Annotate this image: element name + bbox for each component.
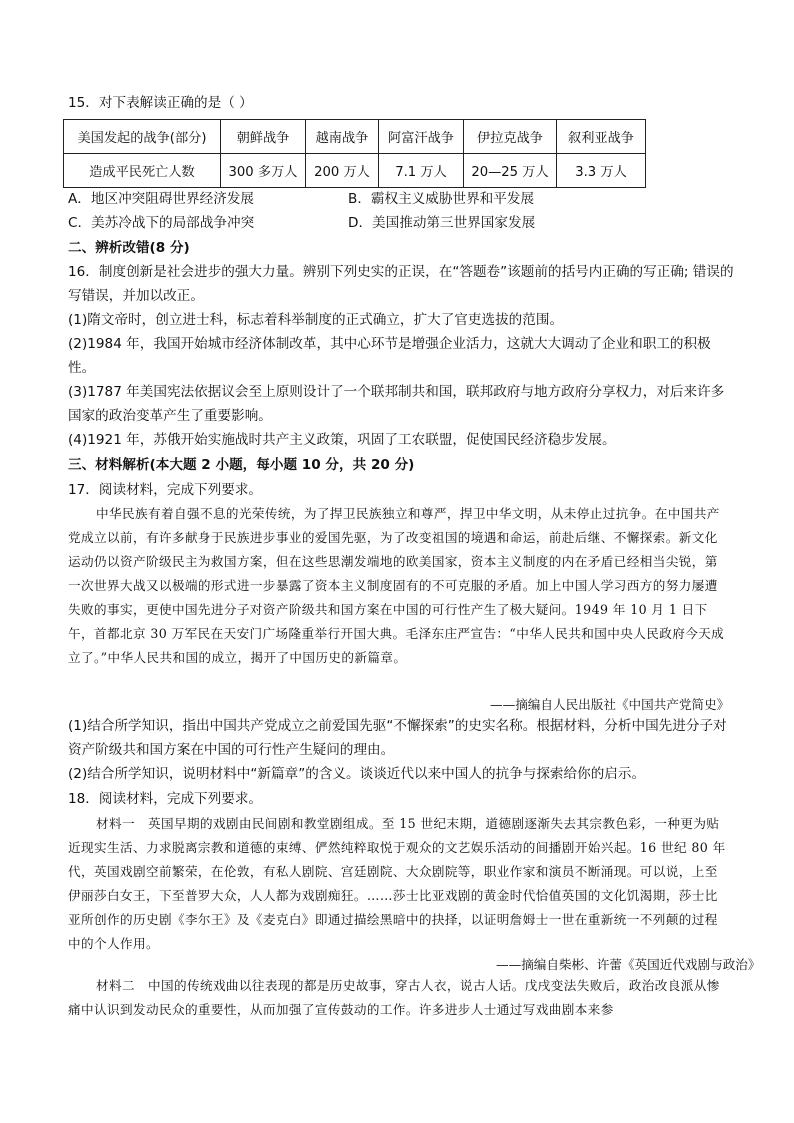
q16-item-3: (3)1787 年美国宪法依据议会至上原则设计了一个联邦制共和国，联邦政府与地方政府分享权力，对后来许多国家的政治变革产生了重要影响。	[68, 384, 725, 424]
table-cell: 越南战争	[306, 120, 379, 154]
table-cell: 造成平民死亡人数	[64, 154, 221, 188]
q16-item-4: (4)1921 年，苏俄开始实施战时共产主义政策，巩固了工农联盟，促使国民经济稳步发展。	[68, 432, 616, 448]
option-a: A．地区冲突阻碍世界经济发展	[68, 191, 255, 207]
table-cell: 阿富汗战争	[379, 120, 464, 154]
q18-material-2: 材料二 中国的传统戏曲以往表现的都是历史故事，穿古人衣，说古人话。戊戌变法失败后，政治改良派从惨痛中认识到发动民众的重要性，从而加强了宣传鼓动的工作。许多进步人士通过写戏曲剧本来参	[68, 978, 720, 1017]
option-d: D．美国推动第三世界国家发展	[348, 215, 536, 231]
q17-requirement-1: (1)结合所学知识，指出中国共产党成立之前爱国先驱“不懈探索”的史实名称。根据材料，分析中国先进分子对资产阶级共和国方案在中国的可行性产生疑问的理由。	[68, 718, 727, 758]
table-cell: 20—25 万人	[464, 154, 557, 188]
q17-stem: 17．阅读材料，完成下列要求。	[68, 482, 263, 498]
section2-heading: 二、辨析改错(8 分)	[68, 240, 190, 256]
q16-stem: 16．制度创新是社会进步的强大力量。辨别下列史实的正误，在“答题卷”该题前的括号内正确的写正确; 错误的写错误，并加以改正。	[68, 264, 734, 304]
table-cell: 7.1 万人	[379, 154, 464, 188]
q16-item-2: (2)1984 年，我国开始城市经济体制改革，其中心环节是增强企业活力，这就大大调动了企业和职工的积极性。	[68, 336, 711, 376]
table-cell: 伊拉克战争	[464, 120, 557, 154]
table-cell: 美国发起的战争(部分)	[64, 120, 221, 154]
table-cell: 叙利亚战争	[557, 120, 646, 154]
option-c: C．美苏冷战下的局部战争冲突	[68, 215, 255, 231]
q18-material-1: 材料一 英国早期的戏剧由民间剧和教堂剧组成。至 15 世纪末期，道德剧逐渐失去其宗教色彩，一种更为贴近现实生活、力求脱离宗教和道德的束缚、俨然纯粹取悦于观众的文艺娱乐活动的间播剧开始兴起。16 世纪 80 年代，英国戏剧空前繁荣，在伦敦，有私人剧院、宫廷剧院、大众剧院等，职业作家和演员不断涌现。可以说，上至伊丽莎白女王，下至普罗大众，人人都为戏剧痴狂。……莎士比亚戏剧的黄金时代恰值英国的文化饥渴期，莎士比亚所创作的历史剧《李尔王》及《麦克白》即通过描绘黑暗中的抉择，以证明詹姆士一世在重新统一不列颠的过程中的个人作用。	[68, 816, 726, 951]
table-row	[64, 154, 646, 188]
q18-source-1: ——摘编自柴彬、许蕾《英国近代戏剧与政治》	[496, 957, 761, 972]
table-cell: 200 万人	[306, 154, 379, 188]
table-row	[64, 120, 646, 154]
q17-requirement-2: (2)结合所学知识，说明材料中“新篇章”的含义。谈谈近代以来中国人的抗争与探索给你的启示。	[68, 766, 646, 782]
table-cell: 朝鲜战争	[221, 120, 306, 154]
war-casualty-table	[63, 119, 646, 188]
table-cell: 3.3 万人	[557, 154, 646, 188]
q15-stem: 15．对下表解读正确的是（ ）	[68, 95, 253, 111]
q17-material: 中华民族有着自强不息的光荣传统，为了捍卫民族独立和尊严，捍卫中华文明，从未停止过抗争。在中国共产党成立以前，有许多献身于民族进步事业的爱国先驱，为了改变祖国的境遇和命运，前赴后继、不懈探索。新文化运动仍以资产阶级民主为救国方案，但在这些思潮发端地的欧美国家，资本主义制度的内在矛盾已经相当尖锐，第一次世界大战又以极端的形式进一步暴露了资本主义制度固有的不可克服的矛盾。加上中国人学习西方的努力屡遭失败的事实，更使中国先进分子对资产阶级共和国方案在中国的可行性产生了极大疑问。1949 年 10 月 1 日下午，首都北京 30 万军民在天安门广场隆重举行开国大典。毛泽东庄严宣告：“中华人民共和国中央人民政府今天成立了。”中华人民共和国的成立，揭开了中国历史的新篇章。	[68, 506, 725, 665]
section3-heading: 三、材料解析(本大题 2 小题，每小题 10 分，共 20 分)	[68, 457, 415, 473]
q17-source: ——摘编自人民出版社《中国共产党简史》	[490, 697, 730, 712]
q18-stem: 18．阅读材料，完成下列要求。	[68, 791, 263, 807]
option-b: B．霸权主义威胁世界和平发展	[348, 191, 535, 207]
q16-item-1: (1)隋文帝时，创立进士科，标志着科举制度的正式确立，扩大了官吏选拔的范围。	[68, 312, 564, 328]
table-cell: 300 多万人	[221, 154, 306, 188]
